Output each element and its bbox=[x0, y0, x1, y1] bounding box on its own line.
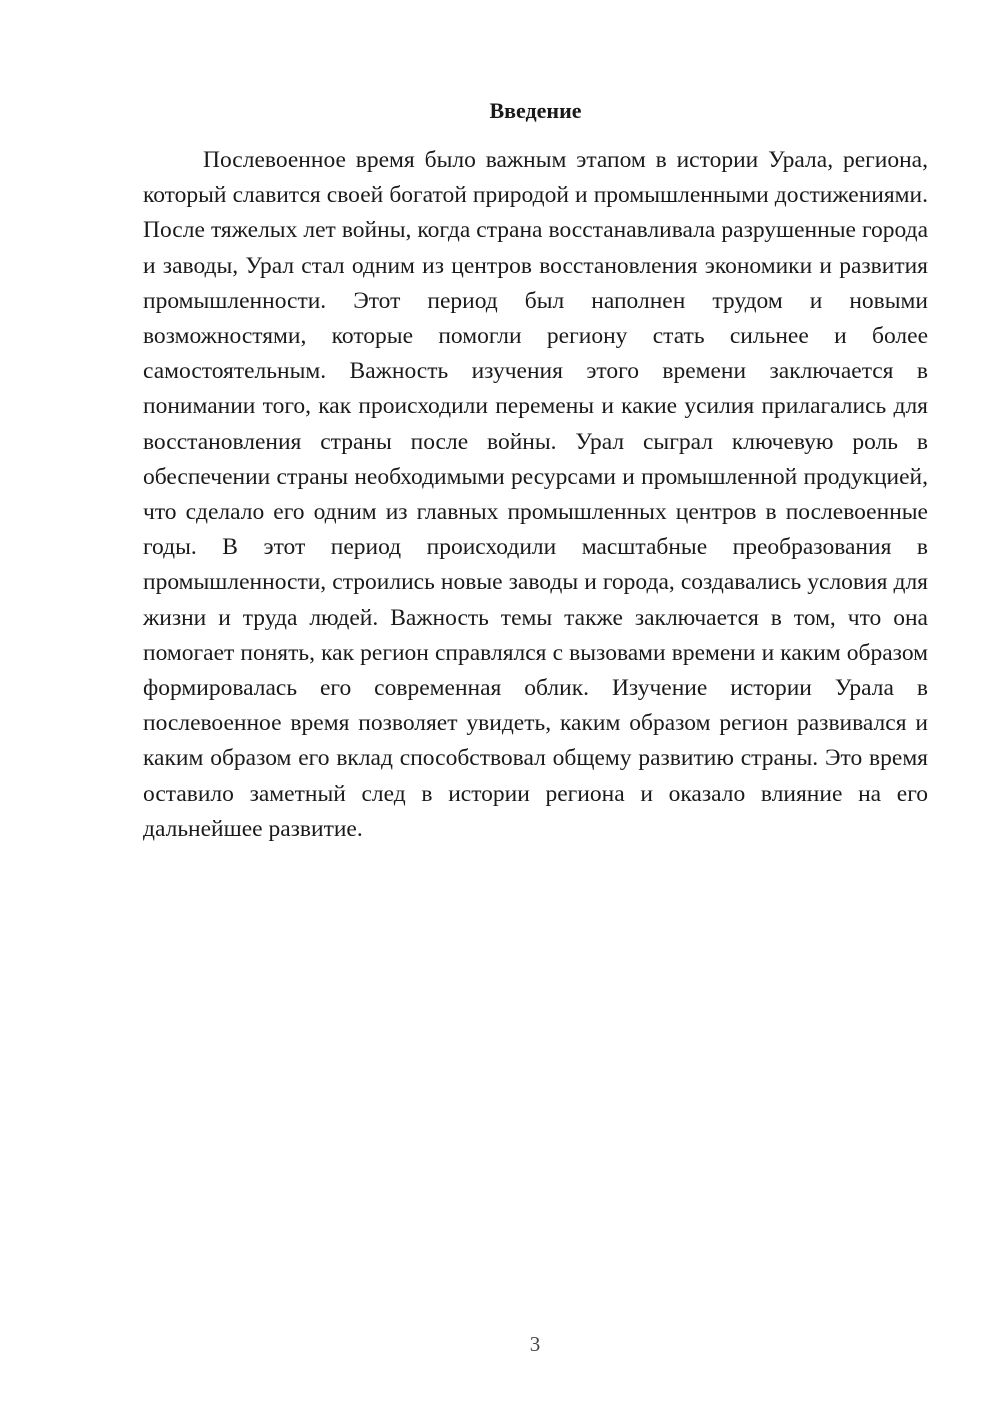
introduction-paragraph: Послевоенное время было важным этапом в истории Урала, региона, который славится своей богатой природой и промышленными достижениями. После тяжелых лет войны, когда страна восстанавливала разрушенные города и заводы, Урал стал одним из центров восстановления экономики и развития промышленности. Этот период был наполнен трудом и новыми возможностями, которые помогли региону стать сильнее и более самостоятельным. Важность изучения этого времени заключается в понимании того, как происходили перемены и какие усилия прилагались для восстановления страны после войны. Урал сыграл ключевую роль в обеспечении страны необходимыми ресурсами и промышленной продукцией, что сделало его одним из главных промышленных центров в послевоенные годы. В этот период происходили масштабные преобразования в промышленности, строились новые заводы и города, создавались условия для жизни и труда людей. Важность темы также заключается в том, что она помогает понять, как регион справлялся с вызовами времени и каким образом формировалась его современная облик. Изучение истории Урала в послевоенное время позволяет увидеть, каким образом регион развивался и каким образом его вклад способствовал общему развитию страны. Это время оставило заметный след в истории региона и оказало влияние на его дальнейшее развитие. bbox=[143, 147, 928, 842]
section-title: Введение bbox=[489, 98, 582, 123]
page-number: 3 bbox=[529, 1332, 541, 1356]
